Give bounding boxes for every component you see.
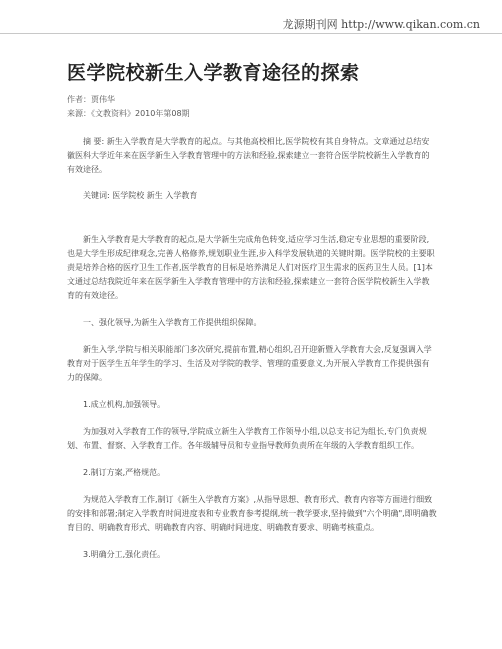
author-line: 作者：贾伟华 (67, 95, 115, 104)
item3-heading: 3.明确分工,强化责任。 (83, 550, 166, 559)
item1-body: 为加强对入学教育工作的领导,学院成立新生入学教育工作领导小组,以总支书记为组长,专门负责规划、布置、督察、入学教育工作。各年级辅导员和专业指导教师负责所在年级的入学教育组织工作。 (67, 427, 427, 450)
item2-body: 为规范入学教育工作,制订《新生入学教育方案》,从指导思想、教育形式、教育内容等方面进行细致的安排和部署;制定入学教育时间进度表和专业教育参考提纲,统一教学要求,坚持做到"六个明确",即明确教育目的、明确教育形式、明确教育内容、明确时间进度、明确教育要求、明确考核重点。 (67, 495, 437, 532)
keywords: 关键词: 医学院校 新生 入学教育 (83, 191, 198, 200)
abstract: 摘 要: 新生入学教育是大学教育的起点。与其他高校相比,医学院校有其自身特点。文章通过总结安徽医科大学近年来在医学新生入学教育管理中的方法和经验,探索建立一套符合医学院校新生入学教育的有效途径。 (67, 137, 430, 174)
site-header: 龙源期刊网 http://www.qikan.com.cn (282, 18, 480, 31)
article (67, 58, 437, 562)
source-line: 来源：《文教资料》2010年第08期 (67, 109, 190, 118)
item2-heading: 2.制订方案,严格规范。 (83, 468, 166, 477)
section1-body: 新生入学,学院与相关职能部门多次研究,提前布置,精心组织,召开迎新暨入学教育大会,反复强调入学教育对于医学生五年学生的学习、生活及对学院的教学、管理的重要意义,为开展入学教育工作提供强有力的保障。 (67, 345, 432, 382)
article-title: 医学院校新生入学教育途径的探索 (67, 62, 360, 84)
intro-paragraph: 新生入学教育是大学教育的起点,是大学新生完成角色转变,适应学习生活,稳定专业思想的重要阶段,也是大学生形成纪律观念,完善人格修养,规划职业生涯,步入科学发展轨道的关键时期。医学院校的主要职责是培养合格的医疗卫生工作者,医学教育的目标是培养满足人们对医疗卫生需求的医药卫生人员。[1]本文通过总结我院近年来在医学新生入学教育管理中的方法和经验,探索建立一套符合医学院校新生入学教育的有效途径。 (67, 235, 435, 300)
section1-heading: 一、强化领导,为新生入学教育工作提供组织保障。 (83, 318, 262, 327)
item1-heading: 1.成立机构,加强领导。 (83, 400, 166, 409)
